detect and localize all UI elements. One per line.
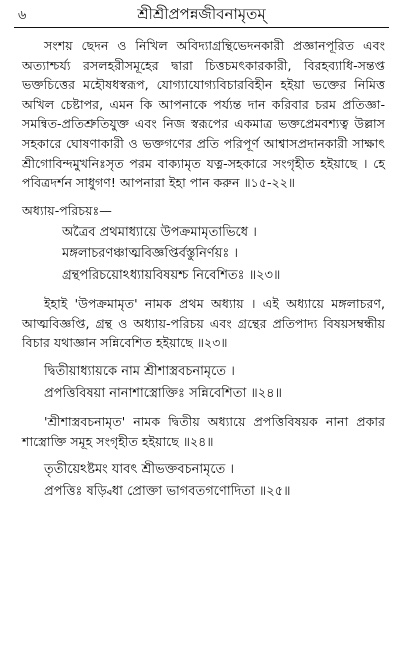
verse-line: গ্রন্থপরিচয়োঽধ্যায়বিষয়শ্চ নিবেশিতঃ ॥২৩॥ — [62, 267, 281, 283]
page-number: ৬ — [18, 8, 27, 23]
verse-line: প্রপত্তিবিষয়া নানাশাস্ত্রোক্তিঃ সন্নিবেশিতা ॥২৪॥ — [44, 385, 282, 401]
page-body — [22, 36, 385, 502]
verse-line: অত্রৈব প্রথমাধ্যায়ে উপক্রমামৃতাভিধে । — [62, 224, 257, 240]
verse-line: প্রপত্তিঃ ষড়্বিধা প্রোক্তা ভাগবতগণোদিতা ॥২৫॥ — [44, 483, 291, 499]
verse-24 — [22, 361, 385, 404]
verse-line: মঙ্গলাচরণঞ্চাত্মবিজ্ঞপ্তির্বস্তুনির্ণয়ঃ । — [62, 246, 239, 262]
explanation-23: ইহাই 'উপক্রমামৃত' নামক প্রথম অধ্যায় । এই অধ্যায়ে মঙ্গলাচরণ, আত্মবিজ্ঞপ্তি, গ্রন্থ ও অধ্যায়-পরিচয় এবং গ্রন্থের প্রতিপাদ্য বিষয়সম্বন্ধীয় বিচার যথাজ্ঞান সন্নিবেশিত হইয়াছে ॥২৩॥ — [22, 296, 385, 351]
section-heading: অধ্যায়-পরিচয়ঃ— — [22, 202, 112, 218]
verse-23 — [22, 222, 385, 287]
verse-line: দ্বিতীয়াধ্যায়কে নাম শ্রীশাস্ত্রবচনামৃতে । — [44, 364, 235, 380]
header-rule — [14, 27, 389, 28]
running-title: শ্রীশ্রীপ্রপন্নজীবনামৃতম্ — [137, 5, 266, 23]
intro-paragraph: সংশয় ছেদন ও নিখিল অবিদ্যাগ্রন্থিভেদনকারী প্রজ্ঞানপূরিত এবং অত্যাশ্চর্য্য রসলহরীসমূহের দ্বারা চিত্তচমৎকারকারী, বিরহব্যাধি-সন্তপ্ত ভক্তচিত্তের মহৌষধস্বরূপ, যোগ্যাযোগ্যবিচারবিহীন হইয়া ভক্তের নিমিত্ত অখিল চেষ্টাপর, এমন কি আপনাকে পর্য্যন্ত দান করিবার চরম প্রতিজ্ঞা-সমন্বিত-প্রতিশ্রুতিযুক্ত এবং নিজ স্বরূপের একমাত্র ভক্তপ্রেমবশ্যত্ব উল্লাস সহকারে ঘোষণাকারী ও ভক্তগণের প্রতি পরিপূর্ণ আশ্বাসপ্রদানকারী সাক্ষাৎ শ্রীগোবিন্দমুখনিঃসৃত পরম বাক্যামৃত যত্ন-সহকারে সংগৃহীত হইয়াছে । হে পবিত্রদর্শন সাধুগণ! আপনারা ইহা পান করুন ॥১৫-২২॥ — [22, 38, 385, 191]
verse-25 — [22, 459, 385, 502]
verse-line: তৃতীয়েঽষ্টমং যাবৎ শ্রীভক্তবচনামৃতে । — [44, 462, 235, 478]
explanation-24: 'শ্রীশাস্ত্রবচনামৃত' নামক দ্বিতীয় অধ্যায়ে প্রপত্তিবিষয়ক নানা প্রকার শাস্ত্রোক্তি সমূহ সংগৃহীত হইয়াছে ॥২৪॥ — [22, 414, 385, 449]
